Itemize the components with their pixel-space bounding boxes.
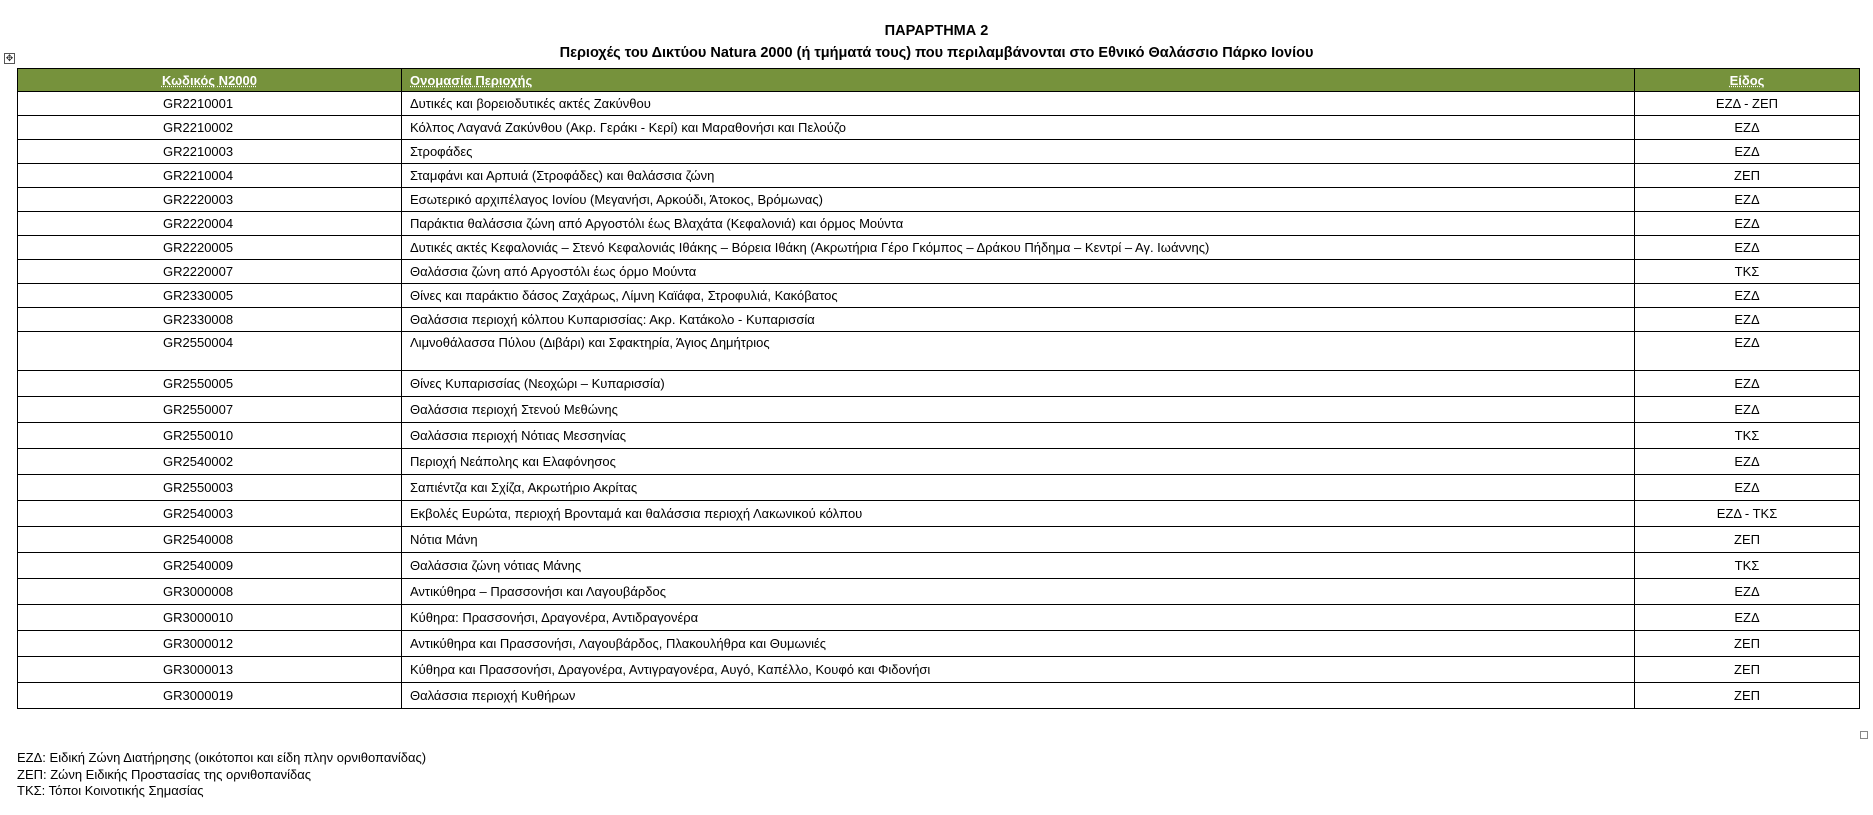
table-header-row <box>18 69 1860 92</box>
site-type-cell: ΕΖΔ <box>1635 140 1860 164</box>
table-row <box>18 631 1860 657</box>
site-type-cell: ΕΖΔ <box>1635 188 1860 212</box>
table-row <box>18 116 1860 140</box>
table-row <box>18 188 1860 212</box>
table-row <box>18 284 1860 308</box>
site-code-cell: GR2220003 <box>18 188 402 212</box>
site-code-cell: GR2540003 <box>18 501 402 527</box>
site-code-cell: GR2550004 <box>18 332 402 371</box>
site-name-cell: Περιοχή Νεάπολης και Ελαφόνησος <box>402 449 1635 475</box>
site-name-cell: Θαλάσσια περιοχή κόλπου Κυπαρισσίας: Ακρ. Κατάκολο - Κυπαρισσία <box>402 308 1635 332</box>
site-name-cell: Θαλάσσια περιοχή Στενού Μεθώνης <box>402 397 1635 423</box>
site-name-cell: Παράκτια θαλάσσια ζώνη από Αργοστόλι έως Βλαχάτα (Κεφαλονιά) και όρμος Μούντα <box>402 212 1635 236</box>
table-row <box>18 449 1860 475</box>
site-name-cell: Εσωτερικό αρχιπέλαγος Ιονίου (Μεγανήσι, Αρκούδι, Άτοκος, Βρόμωνας) <box>402 188 1635 212</box>
table-row <box>18 371 1860 397</box>
table-move-handle-icon[interactable]: ✥ <box>5 53 14 63</box>
table-row <box>18 332 1860 371</box>
site-code-cell: GR3000019 <box>18 683 402 709</box>
site-name-cell: Νότια Μάνη <box>402 527 1635 553</box>
site-type-cell: ΕΖΔ <box>1635 449 1860 475</box>
table-row <box>18 260 1860 284</box>
site-code-cell: GR2540008 <box>18 527 402 553</box>
site-code-cell: GR2220004 <box>18 212 402 236</box>
site-type-cell: ΕΖΔ <box>1635 579 1860 605</box>
site-type-cell: ΖΕΠ <box>1635 527 1860 553</box>
document-subtitle: Περιοχές του Δικτύου Natura 2000 (ή τμήματά τους) που περιλαμβάνονται στο Εθνικό Θαλάσσιο Πάρκο Ιονίου <box>559 45 1314 61</box>
site-code-cell: GR2210004 <box>18 164 402 188</box>
table-row <box>18 475 1860 501</box>
site-type-cell: ΕΖΔ <box>1635 236 1860 260</box>
site-code-cell: GR2210001 <box>18 92 402 116</box>
site-name-cell: Θαλάσσια ζώνη νότιας Μάνης <box>402 553 1635 579</box>
site-code-cell: GR3000013 <box>18 657 402 683</box>
table-row <box>18 501 1860 527</box>
site-name-cell: Θαλάσσια ζώνη από Αργοστόλι έως όρμο Μούντα <box>402 260 1635 284</box>
site-name-cell: Κόλπος Λαγανά Ζακύνθου (Ακρ. Γεράκι - Κερί) και Μαραθονήσι και Πελούζο <box>402 116 1635 140</box>
site-name-cell: Σαπιέντζα και Σχίζα, Ακρωτήριο Ακρίτας <box>402 475 1635 501</box>
table-row <box>18 140 1860 164</box>
site-code-cell: GR2550007 <box>18 397 402 423</box>
table-row <box>18 527 1860 553</box>
site-type-cell: ΕΖΔ <box>1635 332 1860 371</box>
table-row <box>18 308 1860 332</box>
legend-item-tks: ΤΚΣ: Τόποι Κοινοτικής Σημασίας <box>17 783 204 798</box>
header-code: Κωδικός Ν2000 <box>18 69 402 92</box>
site-name-cell: Θίνες και παράκτιο δάσος Ζαχάρως, Λίμνη Καϊάφα, Στροφυλιά, Κακόβατος <box>402 284 1635 308</box>
table-row <box>18 164 1860 188</box>
site-type-cell: ΖΕΠ <box>1635 683 1860 709</box>
site-type-cell: ΕΖΔ <box>1635 212 1860 236</box>
header-type: Είδος <box>1635 69 1860 92</box>
table-row <box>18 212 1860 236</box>
table-row <box>18 397 1860 423</box>
site-type-cell: ΖΕΠ <box>1635 657 1860 683</box>
site-code-cell: GR2550003 <box>18 475 402 501</box>
table-row <box>18 683 1860 709</box>
table-row <box>18 236 1860 260</box>
table-row <box>18 423 1860 449</box>
natura-sites-table <box>17 68 1860 709</box>
site-type-cell: ΖΕΠ <box>1635 631 1860 657</box>
site-name-cell: Αντικύθηρα – Πρασσονήσι και Λαγουβάρδος <box>402 579 1635 605</box>
site-name-cell: Θαλάσσια περιοχή Νότιας Μεσσηνίας <box>402 423 1635 449</box>
site-type-cell: ΕΖΔ - ΤΚΣ <box>1635 501 1860 527</box>
site-type-cell: ΤΚΣ <box>1635 260 1860 284</box>
site-type-cell: ΤΚΣ <box>1635 423 1860 449</box>
site-type-cell: ΕΖΔ - ΖΕΠ <box>1635 92 1860 116</box>
site-name-cell: Κύθηρα: Πρασσονήσι, Δραγονέρα, Αντιδραγονέρα <box>402 605 1635 631</box>
table-row <box>18 605 1860 631</box>
site-code-cell: GR2330005 <box>18 284 402 308</box>
legend <box>17 750 426 800</box>
site-code-cell: GR2210003 <box>18 140 402 164</box>
site-type-cell: ΕΖΔ <box>1635 397 1860 423</box>
site-code-cell: GR2220005 <box>18 236 402 260</box>
site-code-cell: GR2210002 <box>18 116 402 140</box>
site-name-cell: Αντικύθηρα και Πρασσονήσι, Λαγουβάρδος, Πλακουλήθρα και Θυμωνιές <box>402 631 1635 657</box>
site-name-cell: Θίνες Κυπαρισσίας (Νεοχώρι – Κυπαρισσία) <box>402 371 1635 397</box>
table-row <box>18 657 1860 683</box>
table-body <box>18 92 1860 709</box>
site-type-cell: ΕΖΔ <box>1635 284 1860 308</box>
site-code-cell: GR2540002 <box>18 449 402 475</box>
site-name-cell: Δυτικές ακτές Κεφαλονιάς – Στενό Κεφαλονιάς Ιθάκης – Βόρεια Ιθάκη (Ακρωτήρια Γέρο Γκόμπος – Δράκου Πήδημα – Κεντρί – Αγ. Ιωάννης) <box>402 236 1635 260</box>
site-name-cell: Δυτικές και βορειοδυτικές ακτές Ζακύνθου <box>402 92 1635 116</box>
header-name: Ονομασία Περιοχής <box>402 69 1635 92</box>
site-type-cell: ΕΖΔ <box>1635 475 1860 501</box>
table-row <box>18 579 1860 605</box>
site-name-cell: Κύθηρα και Πρασσονήσι, Δραγονέρα, Αντιγραγονέρα, Αυγό, Καπέλλο, Κουφό και Φιδονήσι <box>402 657 1635 683</box>
site-name-cell: Θαλάσσια περιοχή Κυθήρων <box>402 683 1635 709</box>
site-type-cell: ΕΖΔ <box>1635 116 1860 140</box>
site-type-cell: ΕΖΔ <box>1635 371 1860 397</box>
legend-item-zep: ΖΕΠ: Ζώνη Ειδικής Προστασίας της ορνιθοπανίδας <box>17 766 311 782</box>
table-row <box>18 553 1860 579</box>
site-type-cell: ΕΖΔ <box>1635 308 1860 332</box>
site-code-cell: GR3000012 <box>18 631 402 657</box>
site-code-cell: GR3000008 <box>18 579 402 605</box>
site-type-cell: ΕΖΔ <box>1635 605 1860 631</box>
site-code-cell: GR2220007 <box>18 260 402 284</box>
site-code-cell: GR2540009 <box>18 553 402 579</box>
site-name-cell: Εκβολές Ευρώτα, περιοχή Βρονταμά και θαλάσσια περιοχή Λακωνικού κόλπου <box>402 501 1635 527</box>
table-resize-handle-icon[interactable] <box>1860 731 1868 739</box>
site-type-cell: ΤΚΣ <box>1635 553 1860 579</box>
site-code-cell: GR2550005 <box>18 371 402 397</box>
site-code-cell: GR2330008 <box>18 308 402 332</box>
table-row <box>18 92 1860 116</box>
site-code-cell: GR2550010 <box>18 423 402 449</box>
site-name-cell: Λιμνοθάλασσα Πύλου (Διβάρι) και Σφακτηρία, Άγιος Δημήτριος <box>402 332 1635 371</box>
site-name-cell: Σταμφάνι και Αρπυιά (Στροφάδες) και θαλάσσια ζώνη <box>402 164 1635 188</box>
legend-item-ezd: ΕΖΔ: Ειδική Ζώνη Διατήρησης (οικότοποι και είδη πλην ορνιθοπανίδας) <box>17 750 427 765</box>
annex-title: ΠΑΡΑΡΤΗΜΑ 2 <box>884 23 989 39</box>
site-code-cell: GR3000010 <box>18 605 402 631</box>
site-name-cell: Στροφάδες <box>402 140 1635 164</box>
site-type-cell: ΖΕΠ <box>1635 164 1860 188</box>
